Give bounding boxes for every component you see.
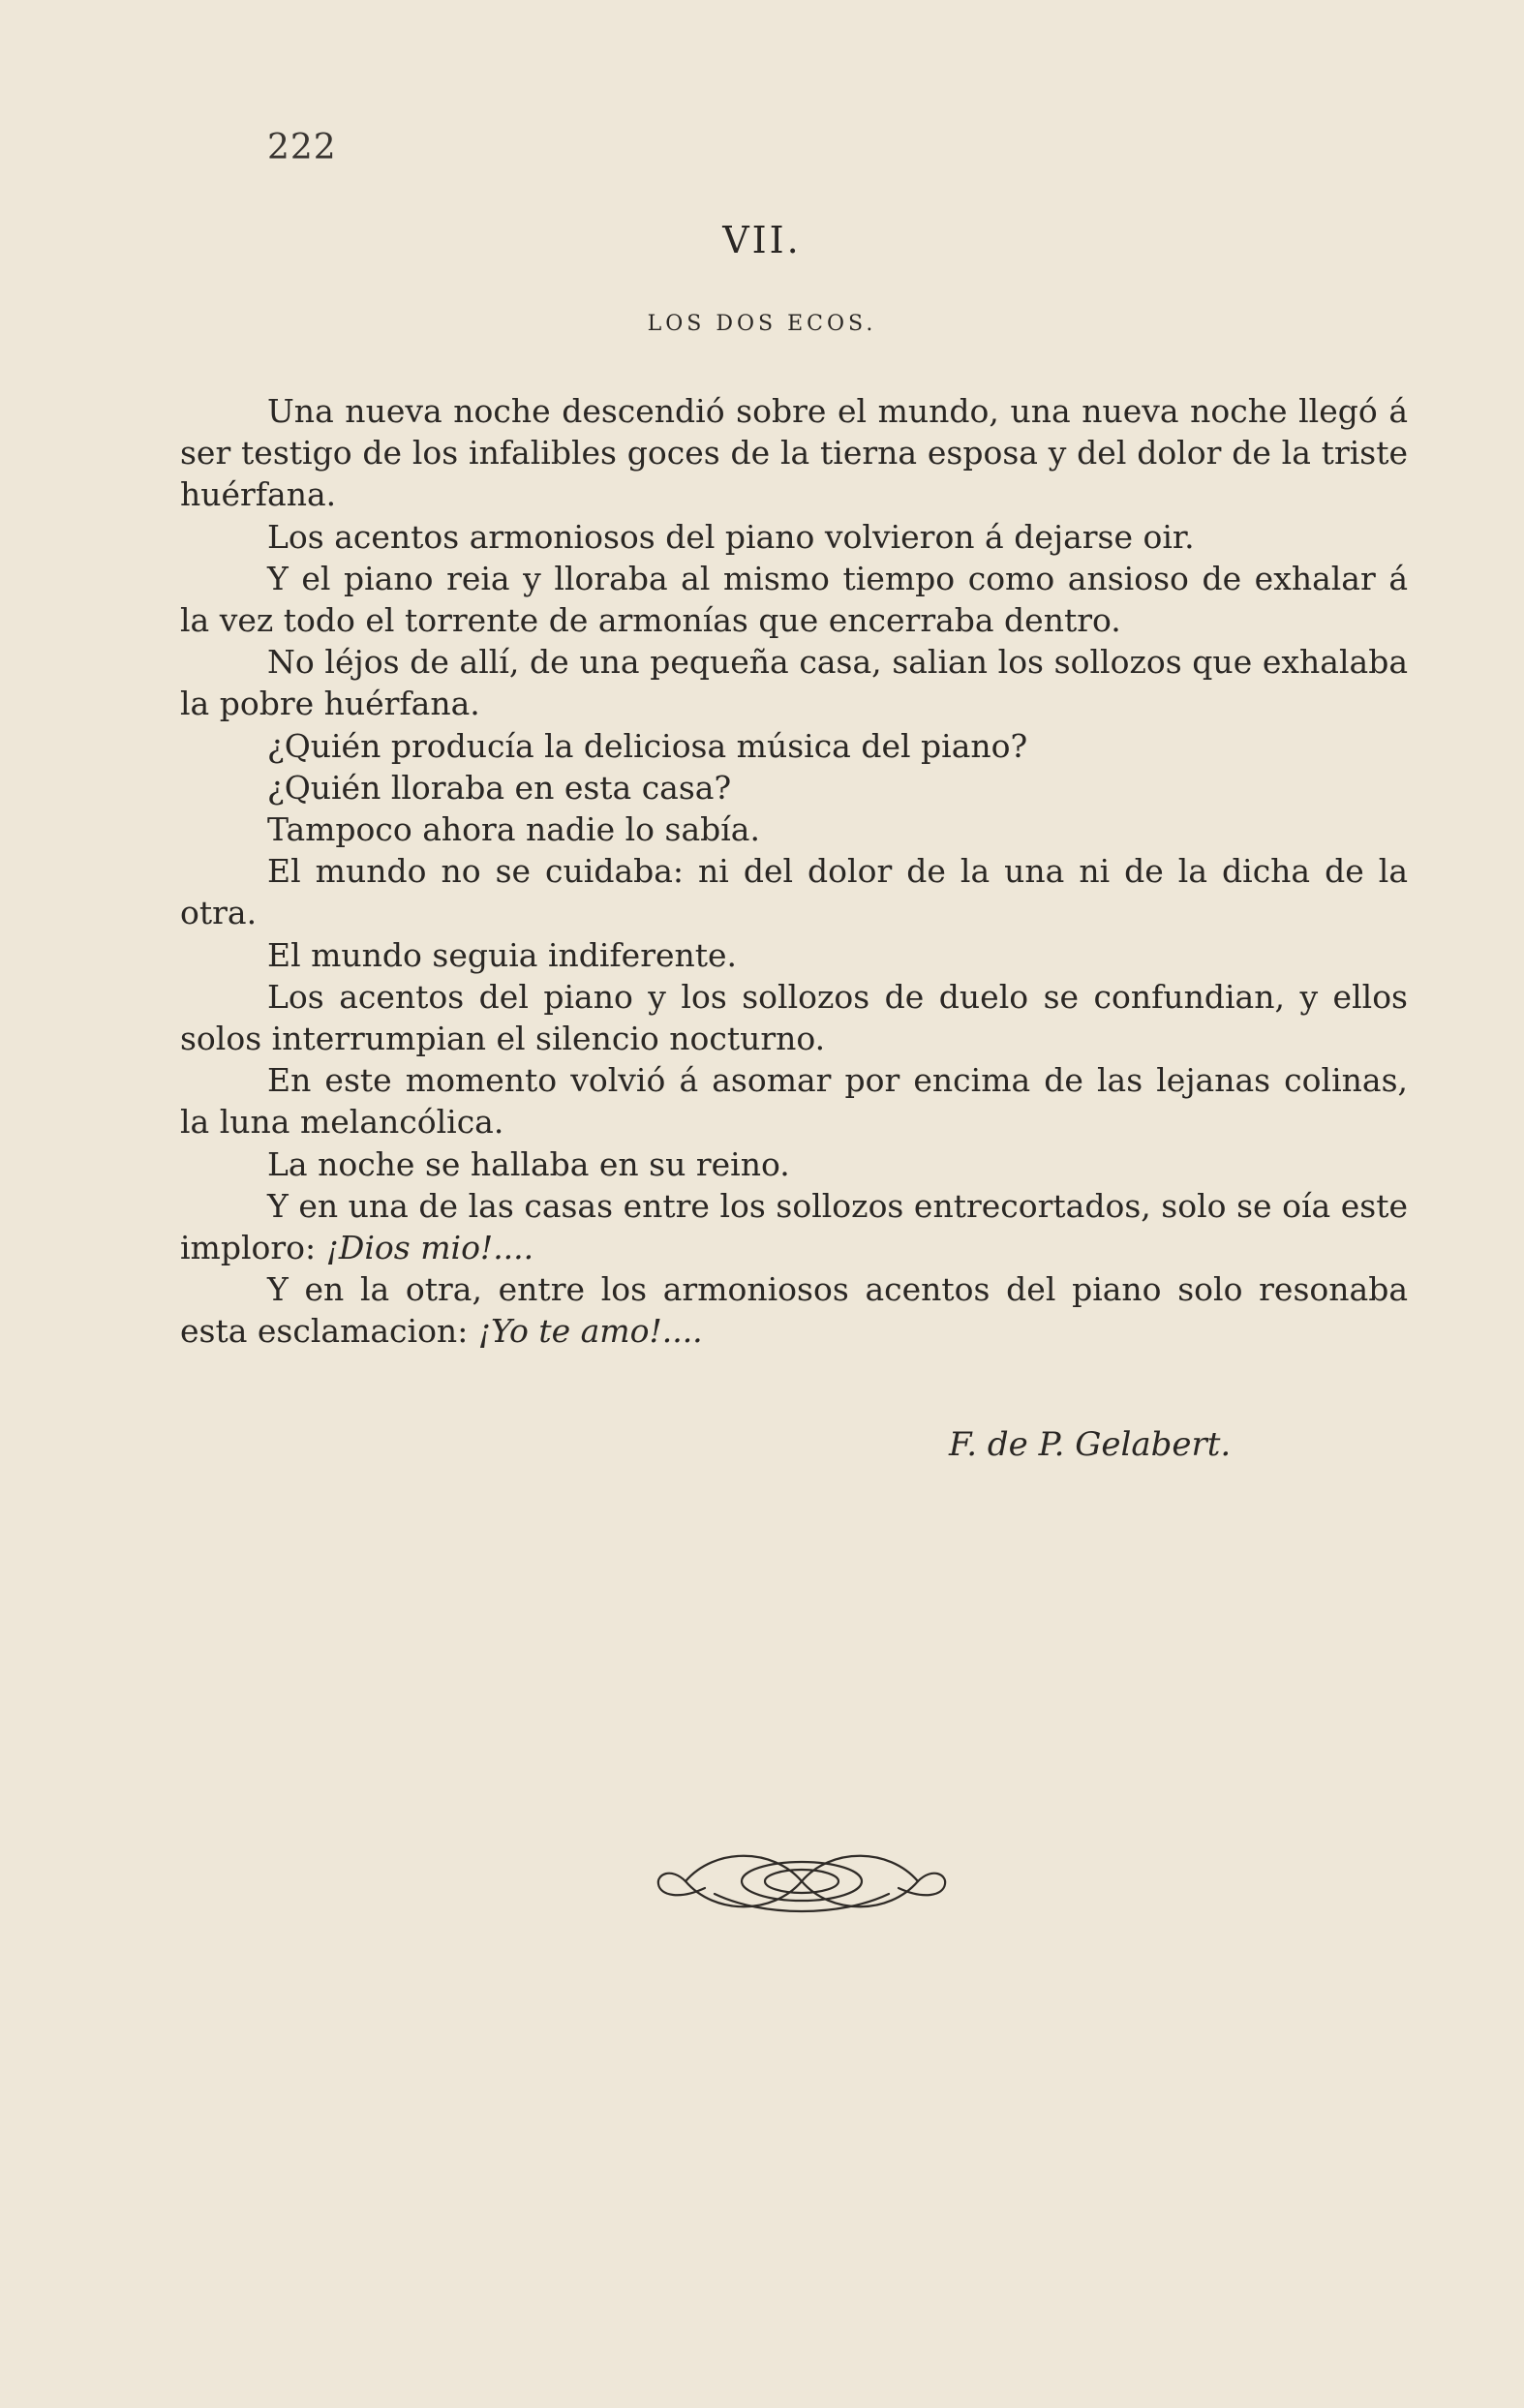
exclamation: ¡Dios mio!....	[325, 1229, 534, 1267]
paragraph: La noche se hallaba en su reino.	[267, 1144, 790, 1183]
paragraph: En este momento volvió á asomar por encima de las lejanas colinas, la luna melancólica.	[180, 1061, 1408, 1142]
paragraph: ¿Quién producía la deliciosa música del piano?	[267, 726, 1028, 765]
author-signature: F. de P. Gelabert.	[949, 1425, 1232, 1464]
decorative-ornament-icon	[647, 1838, 957, 1925]
page-number: 222	[267, 128, 337, 168]
paragraph	[180, 1268, 1408, 1352]
exclamation: ¡Yo te amo!....	[477, 1312, 703, 1351]
chapter-subtitle: LOS DOS ECOS.	[647, 312, 877, 336]
paragraph-text: Y en una de las casas entre los sollozos entrecortados, solo se oía este imploro:	[180, 1186, 1408, 1267]
paragraph: No léjos de allí, de una pequeña casa, salian los sollozos que exhalaba la pobre huérfana.	[180, 643, 1408, 723]
paragraph: Los acentos del piano y los sollozos de duelo se confundian, y ellos solos interrumpian el silencio nocturno.	[180, 977, 1408, 1058]
paragraph	[180, 1185, 1408, 1268]
paragraph: Una nueva noche descendió sobre el mundo, una nueva noche llegó á ser testigo de los infalibles goces de la tierna esposa y del dolor de la triste huérfana.	[180, 392, 1408, 514]
paragraph: ¿Quién lloraba en esta casa?	[267, 768, 732, 807]
paragraph: El mundo no se cuidaba: ni del dolor de la una ni de la dicha de la otra.	[180, 852, 1408, 932]
chapter-heading: VII.	[722, 219, 802, 261]
paragraph: El mundo seguia indiferente.	[267, 935, 738, 974]
body-text	[180, 390, 1408, 1353]
paragraph: Y el piano reia y lloraba al mismo tiempo como ansioso de exhalar á la vez todo el torrente de armonías que encerraba dentro.	[180, 559, 1408, 640]
paragraph: Tampoco ahora nadie lo sabía.	[267, 810, 760, 849]
paragraph-text: Y en la otra, entre los armoniosos acentos del piano solo resonaba esta esclamacion:	[180, 1270, 1408, 1351]
paragraph: Los acentos armoniosos del piano volvieron á dejarse oir.	[267, 517, 1195, 556]
